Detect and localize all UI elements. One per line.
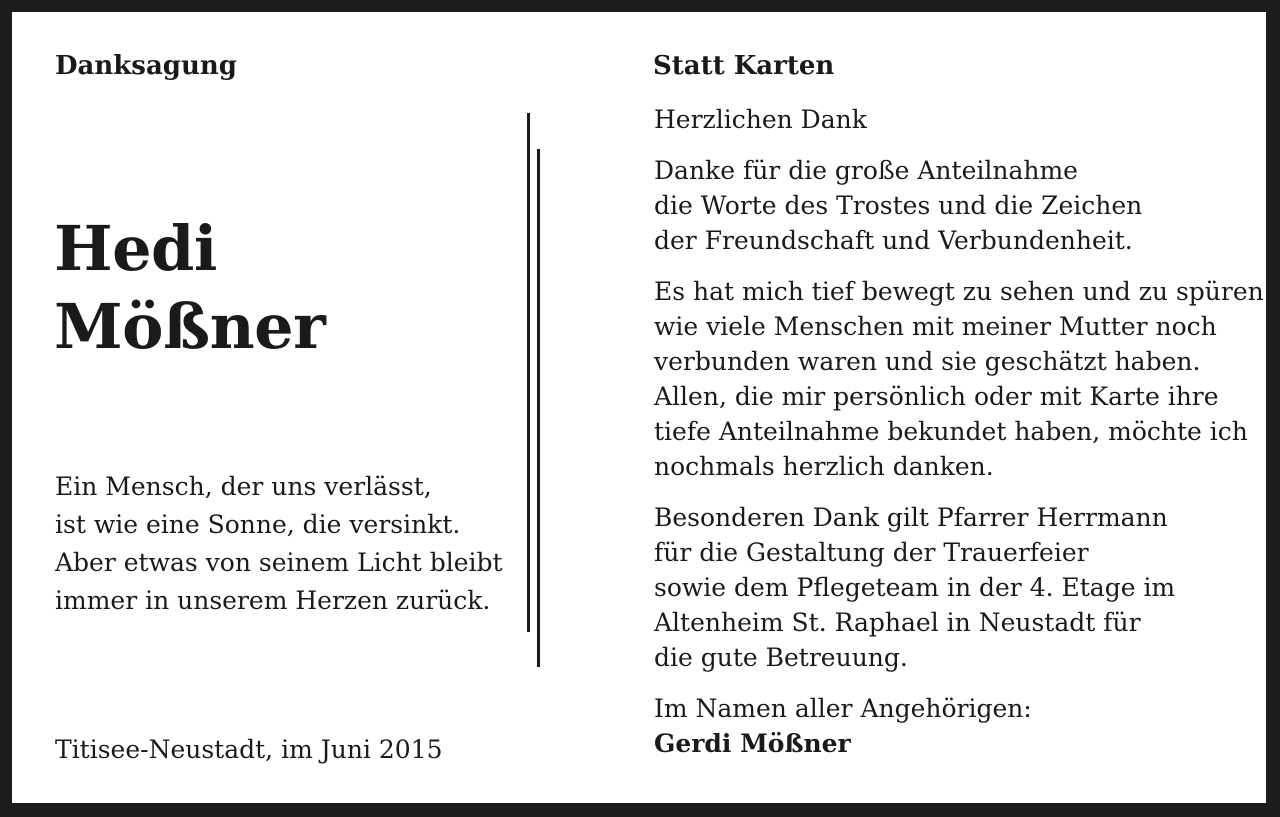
signer-name: Gerdi Mößner — [654, 729, 851, 758]
deceased-last-name: Mößner — [54, 290, 326, 363]
greeting: Herzlichen Dank — [654, 105, 867, 134]
text-line: Allen, die mir persönlich oder mit Karte ihre — [654, 382, 1219, 411]
paragraph-1 — [654, 153, 1254, 258]
text-line: der Freundschaft und Verbundenheit. — [654, 226, 1133, 255]
text-line: für die Gestaltung der Trauerfeier — [654, 538, 1089, 567]
poem-line: ist wie eine Sonne, die versinkt. — [55, 510, 461, 539]
thank-you-text — [654, 102, 1264, 761]
deceased-name — [54, 210, 325, 366]
obituary-notice — [12, 12, 1266, 803]
text-line: die Worte des Trostes und die Zeichen — [654, 191, 1143, 220]
divider-line — [527, 113, 530, 632]
deceased-first-name: Hedi — [54, 212, 217, 285]
divider-line — [537, 149, 540, 667]
poem-line: immer in unserem Herzen zurück. — [55, 586, 491, 615]
closing-line: Im Namen aller Angehörigen: — [654, 694, 1032, 723]
text-line: Danke für die große Anteilnahme — [654, 156, 1078, 185]
text-line: Es hat mich tief bewegt zu sehen und zu spüren — [654, 277, 1264, 306]
text-line: tiefe Anteilnahme bekundet haben, möchte ich — [654, 417, 1248, 446]
poem-line: Ein Mensch, der uns verlässt, — [55, 472, 432, 501]
text-line: Altenheim St. Raphael in Neustadt für — [654, 608, 1141, 637]
text-line: nochmals herzlich danken. — [654, 452, 994, 481]
text-line: die gute Betreuung. — [654, 643, 908, 672]
paragraph-3 — [654, 500, 1254, 675]
memorial-poem — [55, 468, 503, 620]
left-heading: Danksagung — [55, 51, 237, 81]
text-line: sowie dem Pflegeteam in der 4. Etage im — [654, 573, 1176, 602]
text-line: verbunden waren und sie geschätzt haben. — [654, 347, 1201, 376]
text-line: Besonderen Dank gilt Pfarrer Herrmann — [654, 503, 1168, 532]
place-and-date: Titisee-Neustadt, im Juni 2015 — [55, 735, 443, 764]
paragraph-2 — [654, 274, 1264, 484]
poem-line: Aber etwas von seinem Licht bleibt — [55, 548, 503, 577]
text-line: wie viele Menschen mit meiner Mutter noch — [654, 312, 1217, 341]
right-heading: Statt Karten — [653, 51, 835, 81]
